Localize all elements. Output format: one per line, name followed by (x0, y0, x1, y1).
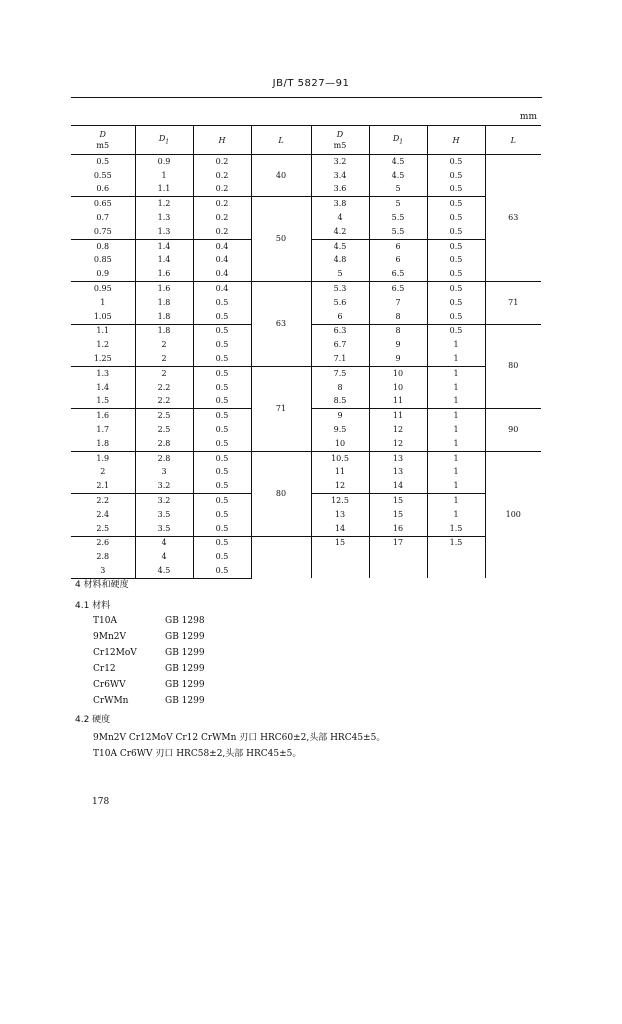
table-cell: 0.5 (193, 381, 251, 395)
table-cell: 4.5 (311, 239, 369, 253)
table-cell: 3.6 (311, 183, 369, 197)
col-header-d: D m5 (71, 126, 135, 155)
table-cell: 1 (427, 423, 485, 437)
table-cell: 1.5 (71, 395, 135, 409)
table-cell: 5 (369, 197, 427, 211)
table-cell: 4.5 (369, 155, 427, 169)
table-cell: 1.4 (71, 381, 135, 395)
table-cell: 5 (311, 267, 369, 281)
table-cell: 1 (427, 395, 485, 409)
table-cell: 0.5 (193, 338, 251, 352)
col-header-d1-right: $D_1$ (369, 126, 427, 155)
table-cell: 0.5 (193, 352, 251, 366)
table-cell: 2 (135, 352, 193, 366)
table-cell: 0.5 (427, 211, 485, 225)
col-header-h: H (193, 126, 251, 155)
table-cell (369, 550, 427, 564)
table-cell: 5.5 (369, 211, 427, 225)
hardness-line: 9Mn2V Cr12MoV Cr12 CrWMn 刃口 HRC60±2,头部 HRC45±5。 (93, 733, 386, 743)
table-cell: 80 (251, 451, 311, 536)
table-cell: 7.5 (311, 366, 369, 380)
table-cell: 1.9 (71, 451, 135, 465)
table-cell: 5.3 (311, 282, 369, 296)
table-cell: 71 (485, 282, 541, 324)
table-cell: 0.2 (193, 197, 251, 211)
header-rule (71, 97, 542, 98)
table-cell: 3 (71, 564, 135, 578)
table-cell: 0.75 (71, 225, 135, 239)
table-cell (427, 564, 485, 578)
table-cell: 4.2 (311, 225, 369, 239)
table-cell: 9.5 (311, 423, 369, 437)
table-cell: 0.9 (135, 155, 193, 169)
table-cell: 4 (135, 550, 193, 564)
table-cell: 0.4 (193, 267, 251, 281)
table-cell: 6.7 (311, 338, 369, 352)
table-cell: 3.2 (135, 479, 193, 493)
table-cell: 0.5 (193, 423, 251, 437)
table-cell: 6.3 (311, 324, 369, 338)
table-cell: 0.5 (193, 324, 251, 338)
table-cell: 17 (369, 536, 427, 550)
table-row (71, 451, 541, 465)
table-cell: 14 (369, 479, 427, 493)
table-cell: 9 (311, 409, 369, 423)
table-cell: 0.5 (193, 536, 251, 550)
section-4-1-title: 4.1 材料 (75, 601, 111, 611)
table-cell: 0.8 (71, 239, 135, 253)
table-cell: 0.5 (427, 183, 485, 197)
table-cell: 0.5 (427, 254, 485, 268)
table-cell: 0.5 (193, 466, 251, 480)
table-cell: 12 (369, 423, 427, 437)
table-cell: 0.2 (193, 225, 251, 239)
table-row (71, 197, 541, 211)
table-cell (311, 564, 369, 578)
table-cell: 3.2 (135, 494, 193, 508)
table-cell: 0.5 (427, 324, 485, 338)
table-cell: 0.5 (427, 267, 485, 281)
table-cell: 0.5 (427, 197, 485, 211)
table-cell: 1.8 (135, 310, 193, 324)
table-cell: 0.55 (71, 169, 135, 183)
table-cell: 3.8 (311, 197, 369, 211)
unit-label: mm (519, 112, 537, 122)
table-cell: 1.3 (71, 366, 135, 380)
table-cell (311, 550, 369, 564)
table-cell: 1.1 (71, 324, 135, 338)
table-cell: 0.4 (193, 254, 251, 268)
table-row (71, 366, 541, 380)
table-cell (251, 536, 311, 578)
table-cell: 1 (427, 479, 485, 493)
table-cell: 0.5 (427, 169, 485, 183)
material-standard: GB 1299 (165, 664, 205, 674)
table-cell: 1.5 (427, 522, 485, 536)
table-cell: 2.8 (135, 437, 193, 451)
table-cell: 0.2 (193, 211, 251, 225)
table-cell: 14 (311, 522, 369, 536)
table-cell: 0.5 (193, 522, 251, 536)
table-cell: 2 (71, 466, 135, 480)
table-cell: 0.5 (193, 409, 251, 423)
table-cell: 6 (369, 239, 427, 253)
table-cell: 1.05 (71, 310, 135, 324)
table-cell: 12 (311, 479, 369, 493)
table-cell: 8 (369, 310, 427, 324)
table-cell (427, 550, 485, 564)
table-cell: 1 (427, 437, 485, 451)
col-header-d-right: D m5 (311, 126, 369, 155)
table-cell: 11 (311, 466, 369, 480)
table-cell: 0.5 (193, 479, 251, 493)
table-cell: 0.5 (427, 239, 485, 253)
table-cell: 2.2 (135, 381, 193, 395)
table-cell: 0.4 (193, 282, 251, 296)
table-cell: 0.2 (193, 155, 251, 169)
table-cell: 1.2 (71, 338, 135, 352)
table-cell: 12 (369, 437, 427, 451)
table-cell: 0.5 (71, 155, 135, 169)
page-number: 178 (92, 797, 110, 807)
table-cell: 13 (369, 451, 427, 465)
table-cell: 1 (427, 338, 485, 352)
table-cell: 15 (369, 508, 427, 522)
table-cell: 1 (427, 409, 485, 423)
table-cell: 1.3 (135, 211, 193, 225)
table-cell: 0.2 (193, 183, 251, 197)
dimension-table (71, 125, 541, 579)
table-cell: 8.5 (311, 395, 369, 409)
table-cell: 3.4 (311, 169, 369, 183)
table-cell: 8 (369, 324, 427, 338)
table-cell: 3.2 (311, 155, 369, 169)
col-header-l: L (251, 126, 311, 155)
table-cell: 0.85 (71, 254, 135, 268)
table-cell: 9 (369, 352, 427, 366)
table-cell: 1 (135, 169, 193, 183)
page-header: JB/T 5827—91 (272, 78, 350, 89)
table-cell: 2.5 (71, 522, 135, 536)
table-cell: 1 (427, 381, 485, 395)
material-name: 9Mn2V (93, 632, 126, 642)
table-cell: 1.25 (71, 352, 135, 366)
table-body (71, 155, 541, 579)
table-row (71, 282, 541, 296)
table-cell: 0.5 (193, 366, 251, 380)
col-header-h-right: H (427, 126, 485, 155)
table-cell: 0.65 (71, 197, 135, 211)
section-4-title: 4 材料和硬度 (75, 580, 129, 590)
table-cell: 2.5 (135, 423, 193, 437)
table-cell: 1.2 (135, 197, 193, 211)
material-standard: GB 1299 (165, 680, 205, 690)
hardness-line: T10A Cr6WV 刃口 HRC58±2,头部 HRC45±5。 (93, 749, 302, 759)
table-row (71, 536, 541, 550)
col-header-d1: $D_1$ (135, 126, 193, 155)
table-cell: 4.5 (135, 564, 193, 578)
table-cell: 1.3 (135, 225, 193, 239)
table-cell: 0.5 (193, 395, 251, 409)
table-cell: 10 (369, 366, 427, 380)
col-header-l-right: L (485, 126, 541, 155)
table-cell: 2.8 (135, 451, 193, 465)
table-cell: 9 (369, 338, 427, 352)
table-cell: 1.7 (71, 423, 135, 437)
table-cell: 0.2 (193, 169, 251, 183)
table-cell: 80 (485, 324, 541, 409)
material-standard: GB 1299 (165, 696, 205, 706)
material-standard: GB 1299 (165, 648, 205, 658)
table-cell: 10.5 (311, 451, 369, 465)
table-cell: 0.5 (427, 282, 485, 296)
table-cell: 2.1 (71, 479, 135, 493)
table-cell: 11 (369, 409, 427, 423)
table-cell: 15 (369, 494, 427, 508)
table-cell: 0.95 (71, 282, 135, 296)
material-name: Cr6WV (93, 680, 126, 690)
table-cell: 12.5 (311, 494, 369, 508)
table-cell: 3.5 (135, 508, 193, 522)
table-cell: 13 (311, 508, 369, 522)
table-cell: 2 (135, 338, 193, 352)
material-name: CrWMn (93, 696, 129, 706)
table-cell: 0.5 (193, 564, 251, 578)
table-cell: 0.5 (193, 550, 251, 564)
table-cell: 1.4 (135, 254, 193, 268)
material-name: T10A (93, 616, 117, 626)
table-cell: 71 (251, 366, 311, 451)
table-cell: 0.5 (193, 508, 251, 522)
table-cell: 13 (369, 466, 427, 480)
table-cell: 0.5 (193, 494, 251, 508)
table-cell: 0.5 (193, 296, 251, 310)
table-cell: 4.8 (311, 254, 369, 268)
table-cell: 2.6 (71, 536, 135, 550)
table-cell: 6.5 (369, 267, 427, 281)
table-row (71, 155, 541, 169)
table-cell: 4 (135, 536, 193, 550)
table-cell: 100 (485, 451, 541, 578)
table-cell: 5.6 (311, 296, 369, 310)
table-cell: 1.4 (135, 239, 193, 253)
table-cell: 1 (427, 508, 485, 522)
table-cell: 2 (135, 366, 193, 380)
table-cell: 1 (427, 494, 485, 508)
table-cell: 0.4 (193, 239, 251, 253)
table-cell: 2.2 (135, 395, 193, 409)
table-cell: 4 (311, 211, 369, 225)
table-cell: 10 (311, 437, 369, 451)
table-cell: 1.8 (71, 437, 135, 451)
table-cell: 5.5 (369, 225, 427, 239)
table-cell: 0.9 (71, 267, 135, 281)
material-name: Cr12MoV (93, 648, 137, 658)
table-cell: 1.8 (135, 296, 193, 310)
table-cell: 50 (251, 197, 311, 282)
table-cell: 1.6 (71, 409, 135, 423)
table-cell: 15 (311, 536, 369, 550)
table-cell: 1 (427, 366, 485, 380)
table-cell: 2.8 (71, 550, 135, 564)
table-cell: 63 (508, 213, 519, 223)
table-cell: 2.5 (135, 409, 193, 423)
table-cell (369, 564, 427, 578)
table-cell: 0.5 (427, 155, 485, 169)
table-cell: 3.5 (135, 522, 193, 536)
table-cell: 16 (369, 522, 427, 536)
table-cell: 2.2 (71, 494, 135, 508)
table-cell: 6 (311, 310, 369, 324)
table-cell: 1.8 (135, 324, 193, 338)
table-cell: 1 (427, 451, 485, 465)
table-cell: 0.6 (71, 183, 135, 197)
table-cell: 0.7 (71, 211, 135, 225)
table-cell: 0.5 (427, 296, 485, 310)
table-cell: 1 (427, 466, 485, 480)
table-cell: 2.4 (71, 508, 135, 522)
table-cell: 40 (251, 155, 311, 197)
table-cell: 6 (369, 254, 427, 268)
table-cell: 10 (369, 381, 427, 395)
table-cell: 63 (251, 282, 311, 367)
table-cell: 0.5 (193, 310, 251, 324)
table-cell: 0.5 (427, 310, 485, 324)
table-cell: 1 (427, 352, 485, 366)
table-cell: 7.1 (311, 352, 369, 366)
table-cell: 6.5 (369, 282, 427, 296)
table-cell: 1.1 (135, 183, 193, 197)
table-cell: 0.5 (193, 437, 251, 451)
material-standard: GB 1299 (165, 632, 205, 642)
table-cell: 4.5 (369, 169, 427, 183)
table-cell: 5 (369, 183, 427, 197)
table-cell: 0.5 (427, 225, 485, 239)
table-cell: 11 (369, 395, 427, 409)
table-cell: 1 (71, 296, 135, 310)
table-cell: 1.5 (427, 536, 485, 550)
table-cell: 90 (485, 409, 541, 451)
material-standard: GB 1298 (165, 616, 205, 626)
table-cell: 0.5 (193, 451, 251, 465)
table-cell: 1.6 (135, 282, 193, 296)
table-cell: 7 (369, 296, 427, 310)
material-name: Cr12 (93, 664, 116, 674)
table-cell: 3 (135, 466, 193, 480)
table-cell: 8 (311, 381, 369, 395)
section-4-2-title: 4.2 硬度 (75, 715, 111, 725)
table-cell: 1.6 (135, 267, 193, 281)
